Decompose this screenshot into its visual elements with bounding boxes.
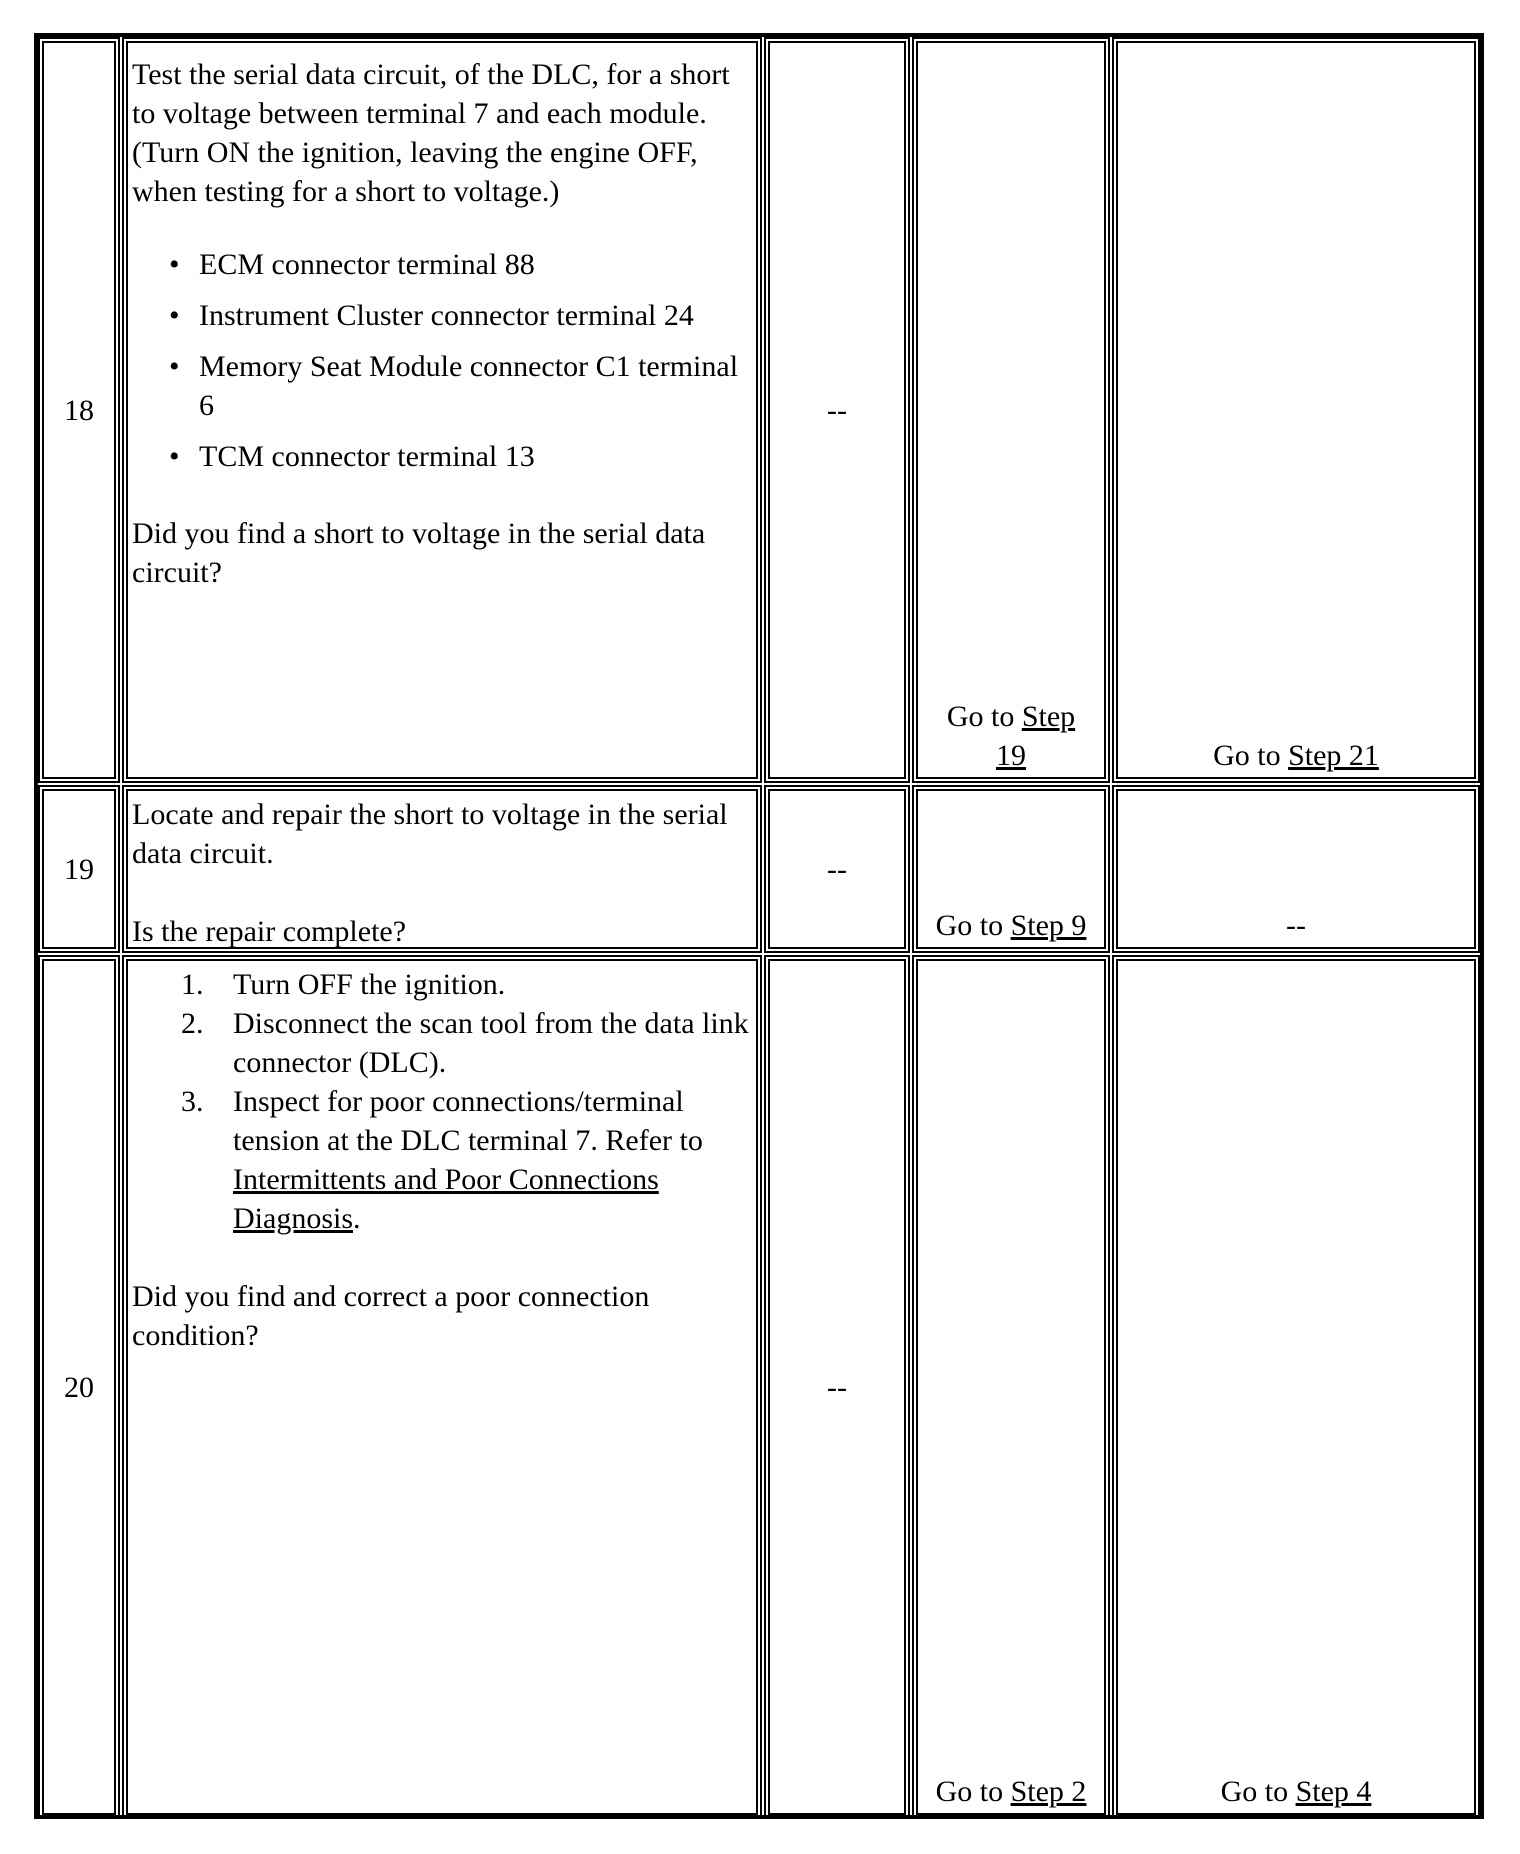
value-text: --	[827, 852, 847, 886]
no-action	[1221, 1772, 1372, 1811]
no-action-cell	[1112, 37, 1480, 783]
list-item-text-end: .	[353, 1202, 361, 1235]
no-action-prefix: Go to	[1213, 739, 1289, 772]
list-item	[181, 1082, 752, 1238]
list-item-text: Inspect for poor connections/terminal tension at the DLC terminal 7. Refer to	[233, 1085, 703, 1157]
no-action	[1213, 736, 1379, 775]
step-19-link[interactable]: Step 19	[996, 700, 1076, 772]
step-question: Did you find a short to voltage in the serial data circuit?	[132, 517, 706, 589]
value-cell	[764, 37, 910, 783]
list-item-number: 3.	[181, 1085, 204, 1118]
list-item-number: 2.	[181, 1007, 204, 1040]
procedure-list	[132, 965, 752, 1238]
no-action-cell	[1112, 955, 1480, 1819]
value-cell	[764, 785, 910, 953]
step-description-cell	[122, 37, 762, 783]
step-number: 20	[64, 1370, 94, 1404]
no-action-cell	[1112, 785, 1480, 953]
step-question: Is the repair complete?	[132, 915, 407, 948]
no-action-text: --	[1286, 909, 1306, 942]
list-item	[181, 1004, 752, 1082]
yes-action-prefix: Go to	[935, 1775, 1011, 1808]
step-9-link[interactable]: Step 9	[1010, 909, 1087, 942]
yes-action-cell	[912, 955, 1110, 1819]
value-cell	[764, 955, 910, 1819]
step-number: 18	[64, 393, 94, 427]
yes-action-prefix: Go to	[946, 700, 1022, 733]
yes-action-cell	[912, 785, 1110, 953]
step-2-link[interactable]: Step 2	[1010, 1775, 1087, 1808]
list-item: • Instrument Cluster connector terminal 24	[199, 296, 752, 335]
step-number-cell	[38, 37, 120, 783]
list-item-text: Disconnect the scan tool from the data link connector (DLC).	[233, 1007, 749, 1079]
value-text: --	[827, 1370, 847, 1404]
step-21-link[interactable]: Step 21	[1288, 739, 1379, 772]
step-description-cell	[122, 785, 762, 953]
step-description-cell	[122, 955, 762, 1819]
terminal-list	[132, 245, 752, 476]
step-number: 19	[64, 852, 94, 886]
yes-action-prefix: Go to	[935, 909, 1011, 942]
step-4-link[interactable]: Step 4	[1295, 1775, 1372, 1808]
no-action-prefix: Go to	[1220, 1775, 1296, 1808]
list-item: • ECM connector terminal 88	[199, 245, 752, 284]
step-instruction: Test the serial data circuit, of the DLC, for a short to voltage between terminal 7 and each module. (Turn ON the ignition, leaving the engine OFF, when testing for a short to voltage.)	[132, 58, 730, 208]
step-instruction: Locate and repair the short to voltage in the serial data circuit.	[132, 798, 728, 870]
yes-action	[936, 697, 1086, 775]
list-item-number: 1.	[181, 968, 204, 1001]
list-item	[181, 965, 752, 1004]
intermittents-diagnosis-link[interactable]: Intermittents and Poor Connections Diagnosis	[233, 1163, 659, 1235]
list-item: • TCM connector terminal 13	[199, 437, 752, 476]
step-number-cell	[38, 785, 120, 953]
step-question: Did you find and correct a poor connection condition?	[132, 1280, 650, 1352]
yes-action	[936, 1772, 1087, 1811]
value-text: --	[827, 393, 847, 427]
list-item-text: Turn OFF the ignition.	[233, 968, 506, 1001]
yes-action	[936, 906, 1087, 945]
yes-action-cell	[912, 37, 1110, 783]
step-number-cell	[38, 955, 120, 1819]
list-item: • Memory Seat Module connector C1 terminal 6	[199, 347, 752, 425]
